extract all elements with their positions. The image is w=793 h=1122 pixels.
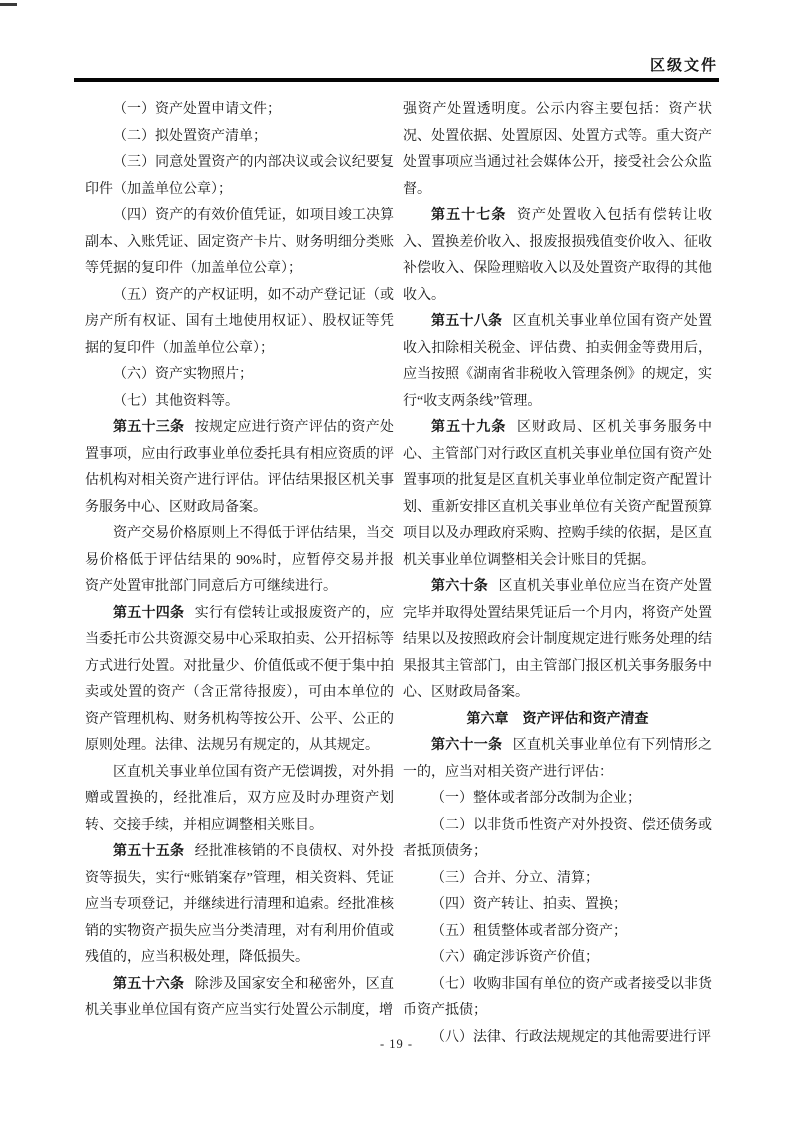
paragraph-text: 区财政局、区机关事务服务中心、主管部门对行政区直机关事业单位国有资产处置事项的批复是区直机关事业单位制定资产配置计划、重新安排区直机关事业单位有关资产配置预算项目以及办理政府采购、控购手续的依据，是区直机关事业单位调整相关会计账目的凭据。 [403,420,713,568]
body-paragraph [403,97,712,203]
left-column [85,97,394,1051]
article-number: 第六十条 [431,579,488,594]
article-paragraph [85,839,394,972]
paragraph-text: （六）确定涉诉资产价值； [431,950,599,965]
list-item [85,97,394,124]
paragraph-text: 资产交易价格原则上不得低于评估结果，当交易价格低于评估结果的 90%时，应暂停交易并报资产处置审批部门同意后方可继续进行。 [85,526,394,594]
paragraph-text: （四）资产的有效价值凭证，如项目竣工决算副本、入账凭证、固定资产卡片、财务明细分类账等凭据的复印件（加盖单位公章）； [85,208,394,276]
header-rule [74,78,719,82]
list-item [85,283,394,363]
article-number: 第六十一条 [431,738,503,753]
right-column [403,97,712,1051]
paragraph-text: （六）资产实物照片； [113,367,253,382]
article-paragraph [403,415,712,574]
page-number: - 19 - [379,1037,414,1051]
list-item [85,124,394,151]
paragraph-text: 区直机关事业单位有下列情形之一的，应当对相关资产进行评估： [403,738,712,780]
list-item [403,813,712,866]
paragraph-text: （五）资产的产权证明，如不动产登记证（或房产所有权证、国有土地使用权证）、股权证等凭据的复印件（加盖单位公章）； [85,287,394,356]
article-number: 第五十八条 [431,314,503,329]
list-item [403,919,712,946]
chapter-heading [403,707,712,734]
article-number: 第五十五条 [113,844,185,859]
article-number: 第五十七条 [431,208,507,223]
body-paragraph [85,760,394,840]
paragraph-text: （四）资产转让、拍卖、置换； [431,897,627,912]
paragraph-text: （七）其他资料等。 [113,393,239,409]
article-number: 第五十九条 [431,420,507,435]
article-paragraph [403,203,712,309]
paragraph-text: （八）法律、行政法规规定的其他需要进行评 [431,1029,711,1045]
article-number: 第五十六条 [113,976,185,992]
body-paragraph [85,521,394,601]
paragraph-text: 经批准核销的不良债权、对外投资等损失，实行“账销案存”管理，相关资料、凭证应当专项登记，并继续进行清理和追索。经批准核销的实物资产损失应当分类清理，对有利用价值或残值的，应当积极处理，降低损失。 [85,844,394,965]
list-item [85,150,394,203]
paragraph-text: （七）收购非国有单位的资产或者接受以非货币资产抵债； [403,976,712,1018]
article-paragraph [403,574,712,707]
content-columns [85,97,712,1051]
paragraph-text: （三）合并、分立、清算； [431,870,599,886]
list-item [403,892,712,919]
paragraph-text: 除涉及国家安全和秘密外，区直机关事业单位国有资产应当实行处置公示制度，增 [85,976,394,1018]
list-item [85,389,394,416]
paragraph-text: （二）以非货币性资产对外投资、偿还债务或者抵顶债务； [403,817,712,859]
list-item [403,866,712,893]
article-paragraph [85,415,394,521]
paragraph-text: （五）租赁整体或者部分资产； [431,923,627,939]
paragraph-text: 资产处置收入包括有偿转让收入、置换差价收入、报废报损残值变价收入、征收补偿收入、保险理赔收入以及处置资产取得的其他收入。 [403,208,713,303]
paragraph-text: 强资产处置透明度。公示内容主要包括：资产状况、处置依据、处置原因、处置方式等。重大资产处置事项应当通过社会媒体公开，接受社会公众监督。 [403,102,712,197]
chapter-heading-text: 第六章 资产评估和资产清查 [466,711,649,727]
paragraph-text: （二）拟处置资产清单； [113,128,267,144]
list-item [403,786,712,813]
paragraph-text: 区直机关事业单位应当在资产处置完毕并取得处置结果凭证后一个月内，将资产处置结果以及按照政府会计制度规定进行账务处理的结果报其主管部门，由主管部门报区机关事务服务中心、区财政局备案。 [403,579,712,700]
article-number: 第五十三条 [113,420,185,435]
article-paragraph [85,972,394,1025]
article-paragraph [403,733,712,786]
paragraph-text: （一）整体或者部分改制为企业； [431,791,641,806]
list-item [403,945,712,972]
article-paragraph [403,309,712,415]
article-paragraph [85,601,394,760]
scan-artifact [0,3,17,6]
list-item [403,972,712,1025]
paragraph-text: （一）资产处置申请文件； [113,102,281,117]
paragraph-text: （三）同意处置资产的内部决议或会议纪要复印件（加盖单位公章）； [85,155,394,197]
paragraph-text: 区直机关事业单位国有资产无偿调拨，对外捐赠或置换的，经批准后，双方应及时办理资产划转、交接手续，并相应调整相关账目。 [85,764,394,833]
article-number: 第五十四条 [113,605,185,621]
paragraph-text: 实行有偿转让或报废资产的，应当委托市公共资源交易中心采取拍卖、公开招标等方式进行处置。对批量少、价值低或不便于集中拍卖或处置的资产（含正常待报废），可由本单位的资产管理机构、财务机构等按公开、公平、公正的原则处理。法律、法规另有规定的，从其规定。 [85,605,394,753]
header-label: 区级文件 [649,58,718,74]
paragraph-text: 区直机关事业单位国有资产处置收入扣除相关税金、评估费、拍卖佣金等费用后，应当按照《湖南省非税收入管理条例》的规定，实行“收支两条线”管理。 [403,314,712,409]
list-item [85,203,394,283]
paragraph-text: 按规定应进行资产评估的资产处置事项，应由行政事业单位委托具有相应资质的评估机构对相关资产进行评估。评估结果报区机关事务服务中心、区财政局备案。 [85,420,394,515]
list-item [85,362,394,389]
